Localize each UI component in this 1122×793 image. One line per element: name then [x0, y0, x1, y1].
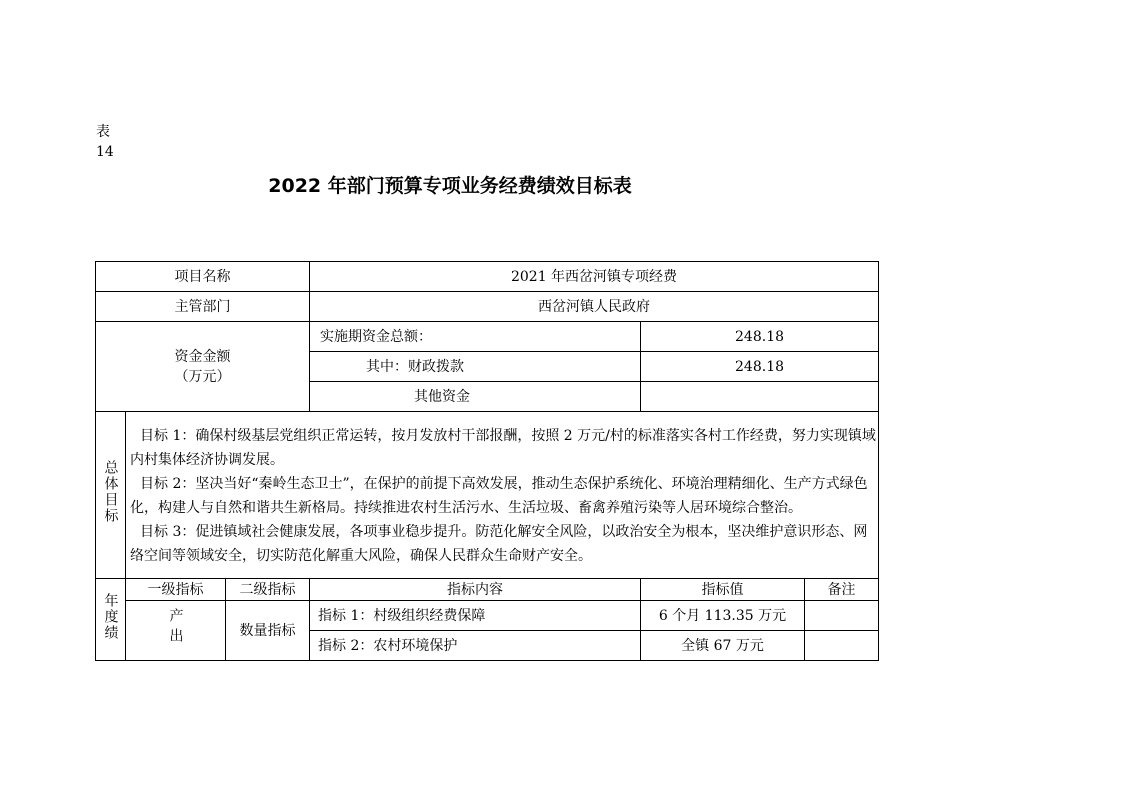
page-title: 2022 年部门预算专项业务经费绩效目标表: [268, 175, 632, 197]
funds-total-value: 248.18: [641, 322, 879, 352]
goal-3: 目标 3：促进镇域社会健康发展，各项事业稳步提升。防范化解安全风险，以政治安全为根本，坚决维护意识形态、网络空间等领域安全，切实防范化解重大风险，确保人民群众生命财产安全。: [130, 524, 868, 564]
overall-goals-label-cell: [96, 412, 126, 579]
header-content: 指标内容: [310, 579, 641, 601]
funds-fiscal-value: 248.18: [641, 352, 879, 382]
indicator-2-content: 指标 2：农村环境保护: [310, 631, 641, 661]
funds-fiscal-label: 其中：财政拨款: [310, 352, 641, 382]
overall-goals-label: 总体目标: [102, 460, 119, 524]
goal-2: 目标 2：坚决当好“秦岭生态卫士”，在保护的前提下高效发展，推动生态保护系统化、环境治理精细化、生产方式绿色化，构建人与自然和谐共生新格局。持续推进农村生活污水、生活垃圾、畜禽养殖污染等人居环境综合整治。: [130, 476, 868, 516]
funds-other-value: [641, 382, 879, 412]
table-number: [96, 122, 114, 162]
funds-total-row: [96, 322, 879, 352]
indicator-1-content: 指标 1：村级组织经费保障: [310, 601, 641, 631]
indicator-row-1: [96, 601, 879, 631]
funds-label: [96, 322, 310, 412]
project-name-value: 2021 年西岔河镇专项经费: [310, 262, 879, 292]
table-number-value: 14: [96, 144, 114, 160]
funds-total-label: 实施期资金总额：: [310, 322, 641, 352]
table-number-label: 表: [96, 124, 110, 140]
annual-label-cell: [96, 579, 126, 661]
header-value: 指标值: [641, 579, 805, 601]
indicator-1-value: 6 个月 113.35 万元: [641, 601, 805, 631]
performance-table: [95, 261, 879, 661]
header-level1: 一级指标: [126, 579, 226, 601]
annual-label: 年度绩: [102, 592, 119, 641]
level1-output: 产出: [167, 607, 184, 648]
level1-output-cell: [126, 601, 226, 661]
annual-header-row: [96, 579, 879, 601]
goal-1: 目标 1：确保村级基层党组织正常运转，按月发放村干部报酬，按照 2 万元/村的标准落实各村工作经费，努力实现镇域内村集体经济协调发展。: [130, 428, 876, 468]
indicator-2-note: [805, 631, 879, 661]
project-name-label: 项目名称: [96, 262, 310, 292]
level2-quantity: 数量指标: [226, 601, 310, 661]
project-name-row: [96, 262, 879, 292]
overall-goals-row: [96, 412, 879, 579]
funds-other-label: 其他资金: [310, 382, 641, 412]
header-note: 备注: [805, 579, 879, 601]
funds-label-line1: 资金金额: [174, 348, 231, 365]
funds-label-line2: （万元）: [174, 368, 231, 385]
indicator-1-note: [805, 601, 879, 631]
department-label: 主管部门: [96, 292, 310, 322]
indicator-2-value: 全镇 67 万元: [641, 631, 805, 661]
header-level2: 二级指标: [226, 579, 310, 601]
department-row: [96, 292, 879, 322]
overall-goals-text: [126, 412, 879, 579]
department-value: 西岔河镇人民政府: [310, 292, 879, 322]
